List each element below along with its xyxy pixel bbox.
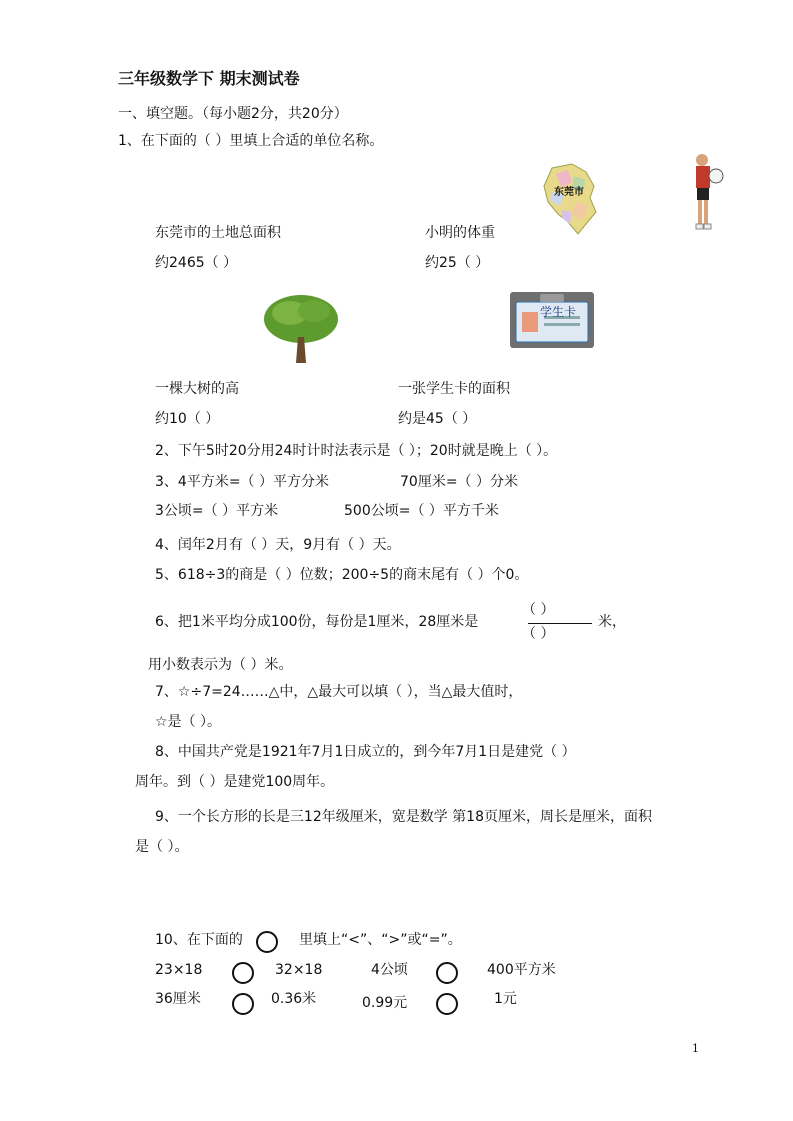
- question-3-part-b: 70厘米=（ ）分米: [400, 474, 518, 490]
- compare-circle-1[interactable]: [232, 962, 254, 984]
- student-card-image: [510, 292, 594, 348]
- compare-circle-4[interactable]: [436, 993, 458, 1015]
- compare-row-2-right-b: 1元: [494, 991, 517, 1007]
- compare-circle-example: [256, 931, 278, 953]
- question-1: 1、在下面的（ ）里填上合适的单位名称。: [118, 133, 384, 149]
- section-heading: 一、填空题。（每小题2分，共20分）: [118, 106, 348, 122]
- q1-item-4-label: 一张学生卡的面积: [398, 381, 510, 397]
- question-4: 4、闰年2月有（ ）天，9月有（ ）天。: [155, 537, 401, 553]
- compare-row-1-left-a: 23×18: [155, 962, 203, 978]
- question-3-part-d: 500公顷=（ ）平方千米: [344, 503, 499, 519]
- question-6: 6、把1米平均分成100份，每份是1厘米，28厘米是: [155, 614, 479, 630]
- q1-item-1-label: 东莞市的土地总面积: [155, 225, 281, 241]
- map-label: 东莞市: [554, 187, 584, 198]
- compare-row-2-right-a: 0.36米: [271, 991, 317, 1007]
- question-8: 8、中国共产党是1921年7月1日成立的，到今年7月1日是建党（ ）: [155, 744, 576, 760]
- q1-item-3-label: 一棵大树的高: [155, 381, 239, 397]
- fraction-numerator: （ ）: [522, 602, 555, 618]
- question-10-b: 里填上“<”、“>”或“=”。: [299, 932, 462, 948]
- question-6-line-2: 用小数表示为（ ）米。: [148, 657, 293, 673]
- student-card-label: 学生卡: [540, 305, 577, 319]
- question-3-part-a: 3、4平方米=（ ）平方分米: [155, 474, 329, 490]
- question-5: 5、618÷3的商是（ ）位数；200÷5的商末尾有（ ）个0。: [155, 567, 529, 583]
- compare-row-2-left-a: 36厘米: [155, 991, 201, 1007]
- question-9-line-2: 是（ ）。: [135, 839, 189, 855]
- compare-circle-2[interactable]: [436, 962, 458, 984]
- dongguan-map-image: [542, 162, 598, 236]
- compare-row-1-right-b: 400平方米: [487, 962, 556, 978]
- page-number: 1: [692, 1042, 699, 1055]
- q1-item-3-value: 约10（ ）: [155, 411, 220, 427]
- compare-row-2-left-b: 0.99元: [362, 995, 408, 1011]
- question-7: 7、☆÷7=24……△中，△最大可以填（ ），当△最大值时，: [155, 684, 523, 700]
- question-2: 2、下午5时20分用24时计时法表示是（ ）；20时就是晚上（ ）。: [155, 443, 558, 459]
- compare-row-1-right-a: 32×18: [275, 962, 323, 978]
- q1-item-4-value: 约是45（ ）: [398, 411, 477, 427]
- question-7-line-2: ☆是（ ）。: [155, 714, 222, 730]
- compare-row-1-left-b: 4公顷: [371, 962, 408, 978]
- tree-image: [262, 293, 340, 365]
- compare-circle-3[interactable]: [232, 993, 254, 1015]
- question-9: 9、一个长方形的长是三12年级厘米，宽是数学 第18页厘米，周长是厘米，面积: [155, 809, 652, 825]
- question-8-line-2: 周年。到（ ）是建党100周年。: [135, 774, 335, 790]
- question-3-part-c: 3公顷=（ ）平方米: [155, 503, 279, 519]
- q1-item-2-value: 约25（ ）: [425, 255, 490, 271]
- fraction-bar: [528, 623, 592, 624]
- page-title: 三年级数学下 期末测试卷: [118, 69, 300, 88]
- q1-item-1-value: 约2465（ ）: [155, 255, 238, 271]
- boy-with-ball-image: [690, 152, 724, 234]
- question-10-a: 10、在下面的: [155, 932, 243, 948]
- q1-item-2-label: 小明的体重: [425, 225, 495, 241]
- fraction-denominator: （ ）: [522, 626, 555, 642]
- question-6-unit: 米，: [598, 614, 626, 630]
